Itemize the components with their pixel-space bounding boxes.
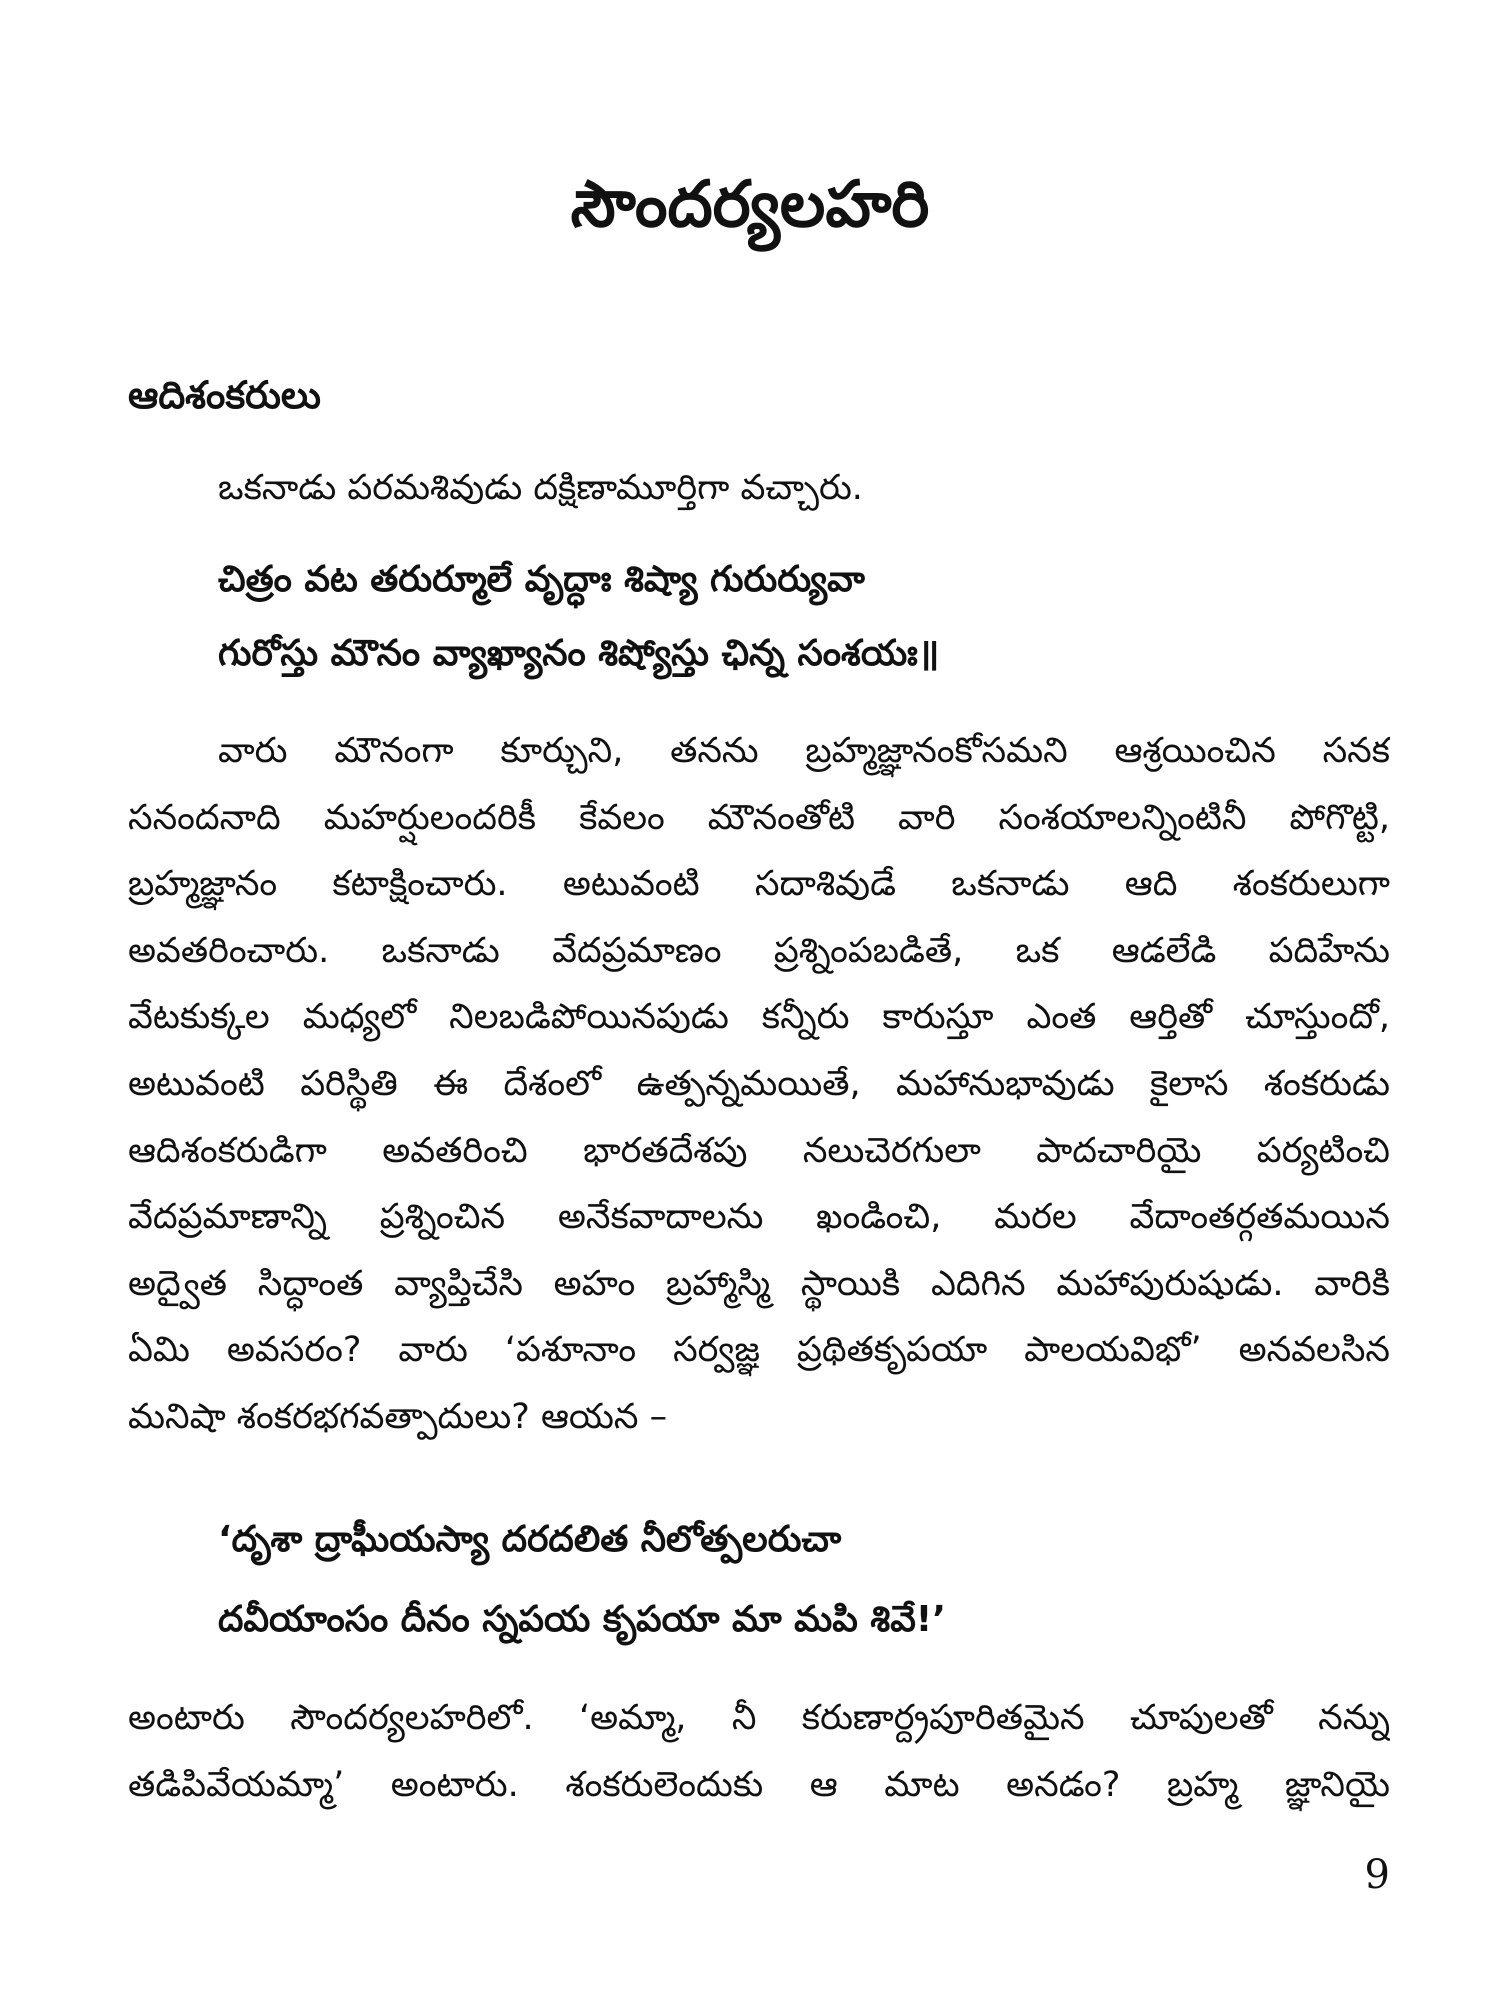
paragraph-line: ఏమి అవసరం? వారు ‘పశూనాం సర్వజ్ఞ ప్రథితకృపయా పాలయవిభో’ అనవలసిన: [128, 1330, 1390, 1371]
verse-line: గురోస్తు మౌనం వ్యాఖ్యానం శిష్యోస్తు ఛిన్న సంశయః॥: [218, 633, 940, 674]
paragraph-line: వేదప్రమాణాన్ని ప్రశ్నించిన అనేకవాదాలను ఖండించి, మరల వేదాంతర్గతమయిన: [128, 1197, 1390, 1238]
paragraph-line: వేటకుక్కల మధ్యలో నిలబడిపోయినపుడు కన్నీరు కారుస్తూ ఎంత ఆర్తితో చూస్తుందో,: [128, 997, 1390, 1038]
intro-line: ఒకనాడు పరమశివుడు దక్షిణామూర్తిగా వచ్చారు.: [218, 468, 863, 508]
paragraph-line: ఆదిశంకరుడిగా అవతరించి భారతదేశపు నలుచెరగులా పాదచారియై పర్యటించి: [128, 1130, 1390, 1171]
paragraph: [128, 718, 1390, 1451]
paragraph-line: అవతరించారు. ఒకనాడు వేదప్రమాణం ప్రశ్నింపబడితే, ఒక ఆడలేడి పదిహేను: [128, 930, 1390, 971]
verse-line: దవీయాంసం దీనం స్నపయ కృపయా మా మపి శివే!’: [218, 1599, 946, 1640]
paragraph-line: బ్రహ్మజ్ఞానం కటాక్షించారు. అటువంటి సదాశివుడే ఒకనాడు ఆది శంకరులుగా: [128, 864, 1390, 905]
page-number: 9: [1364, 1852, 1390, 1898]
verse-line: చిత్రం వట తరుర్మూలే వృద్ధాః శిష్యా గురుర్యువా: [218, 559, 865, 600]
paragraph-line: అటువంటి పరిస్థితి ఈ దేశంలో ఉత్పన్నమయితే, మహానుభావుడు కైలాస శంకరుడు: [128, 1063, 1390, 1104]
paragraph-line: వారు మౌనంగా కూర్చుని, తనను బ్రహ్మజ్ఞానంకోసమని ఆశ్రయించిన సనక: [218, 731, 1390, 771]
paragraph-line: అంటారు సౌందర్యలహరిలో. ‘అమ్మా, నీ కరుణార్ద్రపూరితమైన చూపులతో నన్ను: [128, 1698, 1390, 1738]
paragraph-line: సనందనాది మహర్షులందరికీ కేవలం మౌనంతోటి వారి సంశయాలన్నింటినీ పోగొట్టి,: [128, 797, 1390, 838]
paragraph-line: అద్వైత సిద్ధాంత వ్యాప్తిచేసి అహం బ్రహ్మాస్మి స్థాయికి ఎదిగిన మహాపురుషుడు. వారికి: [128, 1263, 1390, 1304]
paragraph-line: తడిపివేయమ్మా’ అంటారు. శంకరులెందుకు ఆ మాట అనడం? బ్రహ్మ జ్ఞానియై: [128, 1764, 1390, 1805]
paragraph-line: మనిషా శంకరభగవత్పాదులు? ఆయన –: [128, 1396, 668, 1437]
page-title: సౌందర్యలహరి: [570, 168, 930, 242]
paragraph: [128, 1685, 1390, 1818]
section-heading: ఆదిశంకరులు: [128, 373, 321, 417]
verse-line: ‘దృశా ద్రాఘీయస్యా దరదలిత నీలోత్పలరుచా: [218, 1519, 842, 1560]
